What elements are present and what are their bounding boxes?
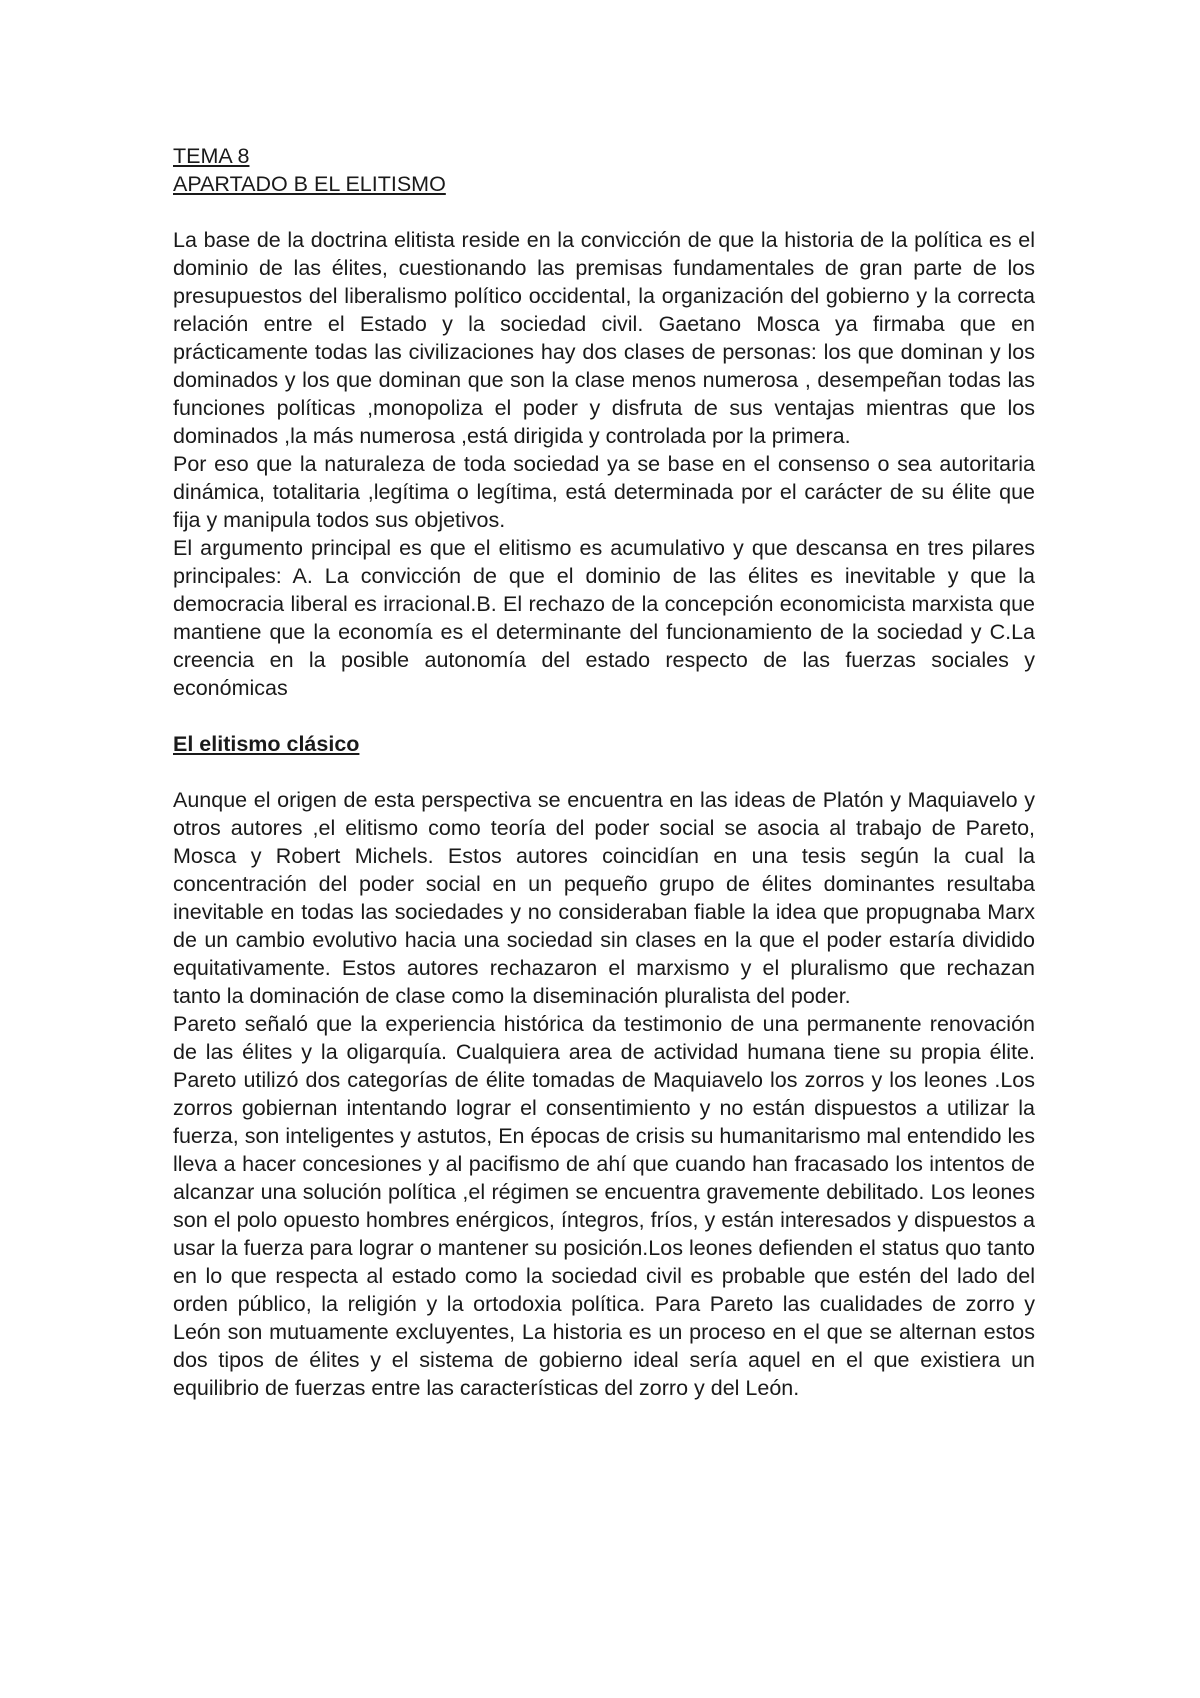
intro-paragraph-2: Por eso que la naturaleza de toda sociedad ya se base en el consenso o sea autoritaria dinámica, totalitaria ,legítima o legítima, está determinada por el carácter de su élite que fija y manipula todos sus objetivos. [173, 452, 1035, 532]
classical-elitism-heading: El elitismo clásico [173, 732, 360, 756]
spacer [173, 198, 1035, 226]
intro-paragraph-1: La base de la doctrina elitista reside en la convicción de que la historia de la política es el dominio de las élites, cuestionando las premisas fundamentales de gran parte de los presupuestos del liberalismo político occidental, la organización del gobierno y la correcta relación entre el Estado y la sociedad civil. Gaetano Mosca ya firmaba que en prácticamente todas las civilizaciones hay dos clases de personas: los que dominan y los dominados y los que dominan que son la clase menos numerosa , desempeñan todas las funciones políticas ,monopoliza el poder y disfruta de sus ventajas mientras que los dominados ,la más numerosa ,está dirigida y controlada por la primera. [173, 228, 1035, 448]
intro-paragraph-3: El argumento principal es que el elitismo es acumulativo y que descansa en tres pilares principales: A. La convicción de que el dominio de las élites es inevitable y que la democracia liberal es irracional.B. El rechazo de la concepción economicista marxista que mantiene que la economía es el determinante del funcionamiento de la sociedad y C.La creencia en la posible autonomía del estado respecto de las fuerzas sociales y económicas [173, 536, 1035, 700]
document-page [173, 142, 1035, 1402]
section-paragraph-1: Aunque el origen de esta perspectiva se encuentra en las ideas de Platón y Maquiavelo y otros autores ,el elitismo como teoría del poder social se asocia al trabajo de Pareto, Mosca y Robert Michels. Estos autores coincidían en una tesis según la cual la concentración del poder social en un pequeño grupo de élites dominantes resultaba inevitable en todas las sociedades y no consideraban fiable la idea que propugnaba Marx de un cambio evolutivo hacia una sociedad sin clases en la que el poder estaría dividido equitativamente. Estos autores rechazaron el marxismo y el pluralismo que rechazan tanto la dominación de clase como la diseminación pluralista del poder. [173, 788, 1035, 1008]
section-paragraph-2: Pareto señaló que la experiencia histórica da testimonio de una permanente renovación de las élites y la oligarquía. Cualquiera area de actividad humana tiene su propia élite. Pareto utilizó dos categorías de élite tomadas de Maquiavelo los zorros y los leones .Los zorros gobiernan intentando lograr el consentimiento y no están dispuestos a utilizar la fuerza, son inteligentes y astutos, En épocas de crisis su humanitarismo mal entendido les lleva a hacer concesiones y al pacifismo de ahí que cuando han fracasado los intentos de alcanzar una solución política ,el régimen se encuentra gravemente debilitado. Los leones son el polo opuesto hombres enérgicos, íntegros, fríos, y están interesados y dispuestos a usar la fuerza para lograr o mantener su posición.Los leones defienden el status quo tanto en lo que respecta al estado como la sociedad civil es probable que estén del lado del orden público, la religión y la ortodoxia política. Para Pareto las cualidades de zorro y León son mutuamente excluyentes, La historia es un proceso en el que se alternan estos dos tipos de élites y el sistema de gobierno ideal sería aquel en el que existiera un equilibrio de fuerzas entre las características del zorro y del León. [173, 1012, 1035, 1400]
spacer [173, 758, 1035, 786]
section-b-heading: APARTADO B EL ELITISMO [173, 172, 446, 196]
topic-heading: TEMA 8 [173, 144, 250, 168]
spacer [173, 702, 1035, 730]
